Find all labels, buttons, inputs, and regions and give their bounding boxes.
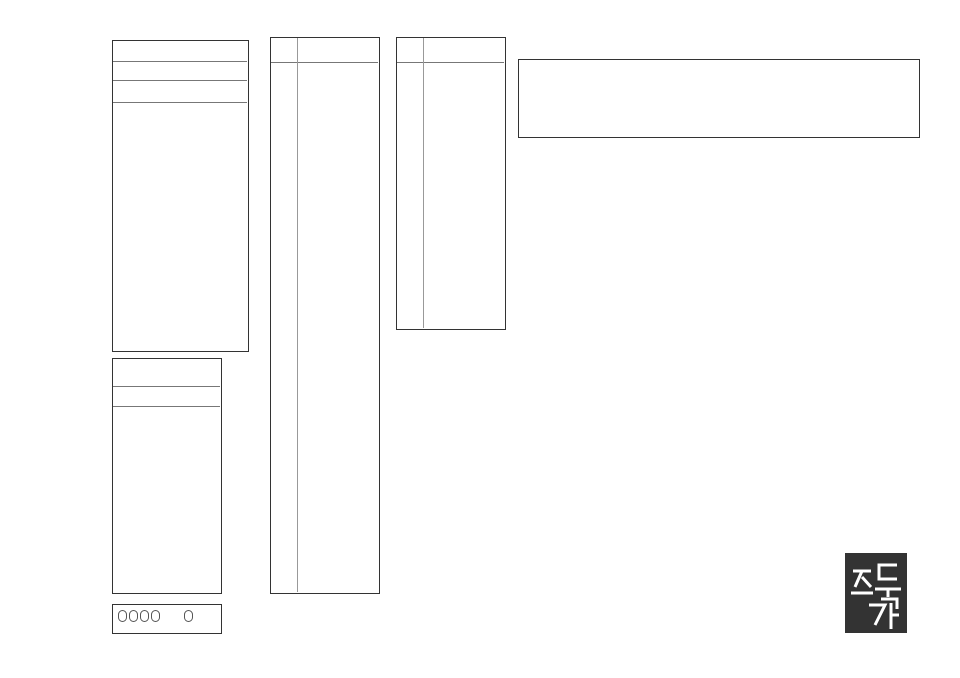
exam-id-box: [112, 358, 222, 594]
bottom-note-box: [112, 604, 222, 634]
bubble-2: [129, 610, 138, 622]
bubble-3: [140, 610, 149, 622]
academy-logo-mark: [845, 553, 907, 633]
bubble-4: [151, 610, 160, 622]
bubble-1: [118, 610, 127, 622]
answer-column-2: [396, 37, 506, 330]
bubble-5: [184, 610, 193, 622]
name-phone-box: [112, 40, 249, 352]
answer-column-1: [270, 37, 380, 594]
bottom-bubbles: [117, 607, 194, 626]
title-box: [518, 59, 920, 138]
